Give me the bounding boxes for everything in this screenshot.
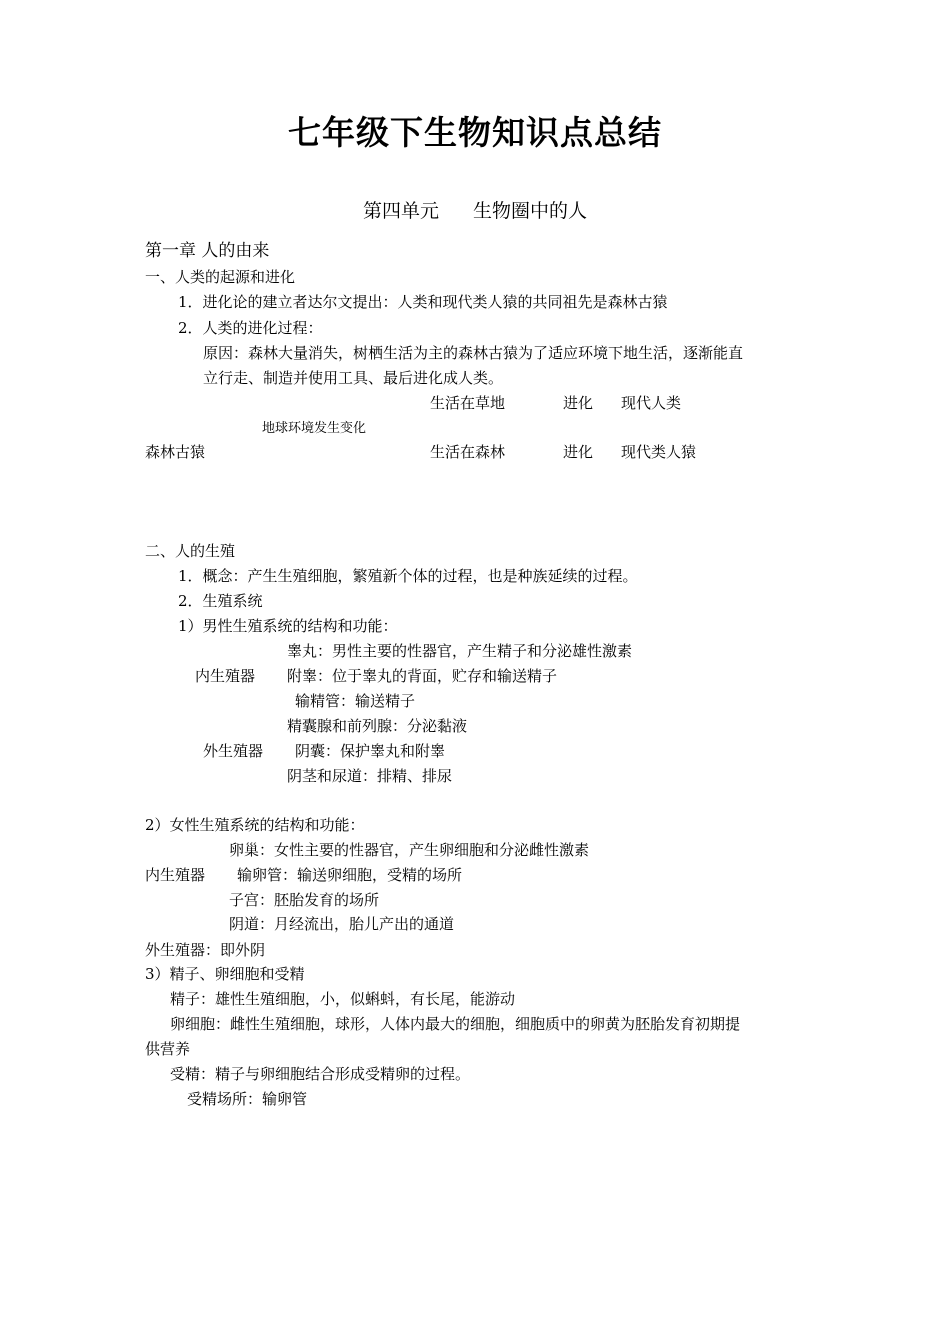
- paragraph: 1．概念：产生生殖细胞，繁殖新个体的过程，也是种族延续的过程。: [178, 567, 638, 585]
- paragraph: 受精场所：输卵管: [187, 1090, 308, 1108]
- list-item: 卵巢：女性主要的性器官，产生卵细胞和分泌雌性激素: [229, 841, 590, 859]
- chapter-heading: 第一章 人的由来: [145, 241, 270, 261]
- list-item: 附睾：位于睾丸的背面，贮存和输送精子: [287, 667, 558, 685]
- diagram-arrow-label: 进化: [563, 394, 594, 412]
- list-item: 阴囊：保护睾丸和附睾: [295, 742, 446, 760]
- paragraph: 2．生殖系统: [178, 592, 263, 610]
- paragraph: 原因：森林大量消失，树栖生活为主的森林古猿为了适应环境下地生活，逐渐能直: [203, 344, 744, 362]
- paragraph: 2．人类的进化过程：: [178, 319, 323, 337]
- list-item: 阴茎和尿道：排精、排尿: [287, 767, 453, 785]
- diagram-arrow-label: 地球环境发生变化: [262, 421, 367, 436]
- paragraph: 精子：雄性生殖细胞，小，似蝌蚪，有长尾，能游动: [170, 990, 516, 1008]
- diagram-label: 现代人类: [621, 394, 682, 412]
- list-item: 睾丸：男性主要的性器官，产生精子和分泌雄性激素: [287, 642, 633, 660]
- section-heading: 一、人类的起源和进化: [145, 268, 296, 286]
- paragraph: 立行走、制造并使用工具、最后进化成人类。: [203, 369, 504, 387]
- document-title: 七年级下生物知识点总结: [288, 113, 662, 152]
- section-heading: 二、人的生殖: [145, 542, 236, 560]
- diagram-label: 生活在森林: [430, 443, 506, 461]
- unit-number: 第四单元: [362, 200, 439, 222]
- group-label: 内生殖器: [145, 866, 206, 884]
- group-label: 外生殖器: [203, 742, 264, 760]
- paragraph: 受精：精子与卵细胞结合形成受精卵的过程。: [170, 1065, 471, 1083]
- list-item: 精囊腺和前列腺：分泌黏液: [287, 717, 468, 735]
- diagram-label: 森林古猿: [145, 443, 206, 461]
- diagram-arrow-label: 进化: [563, 443, 594, 461]
- paragraph: 供营养: [145, 1040, 191, 1058]
- group-label: 内生殖器: [195, 667, 256, 685]
- diagram-label: 生活在草地: [430, 394, 506, 412]
- paragraph: 1．进化论的建立者达尔文提出：人类和现代类人猿的共同祖先是森林古猿: [178, 293, 668, 311]
- subsection-heading: 3）精子、卵细胞和受精: [145, 965, 305, 983]
- list-item: 输精管：输送精子: [295, 692, 416, 710]
- subsection-heading: 2）女性生殖系统的结构和功能：: [145, 816, 365, 834]
- list-item: 输卵管：输送卵细胞，受精的场所: [237, 866, 463, 884]
- unit-name: 生物圈中的人: [473, 200, 588, 222]
- list-item: 阴道：月经流出，胎儿产出的通道: [229, 915, 455, 933]
- subsection-heading: 1）男性生殖系统的结构和功能：: [178, 617, 398, 635]
- paragraph: 卵细胞：雌性生殖细胞，球形，人体内最大的细胞，细胞质中的卵黄为胚胎发育初期提: [170, 1015, 741, 1033]
- group-label: 外生殖器：即外阴: [145, 941, 266, 959]
- diagram-label: 现代类人猿: [621, 443, 697, 461]
- unit-heading: [0, 198, 950, 224]
- list-item: 子宫：胚胎发育的场所: [229, 891, 380, 909]
